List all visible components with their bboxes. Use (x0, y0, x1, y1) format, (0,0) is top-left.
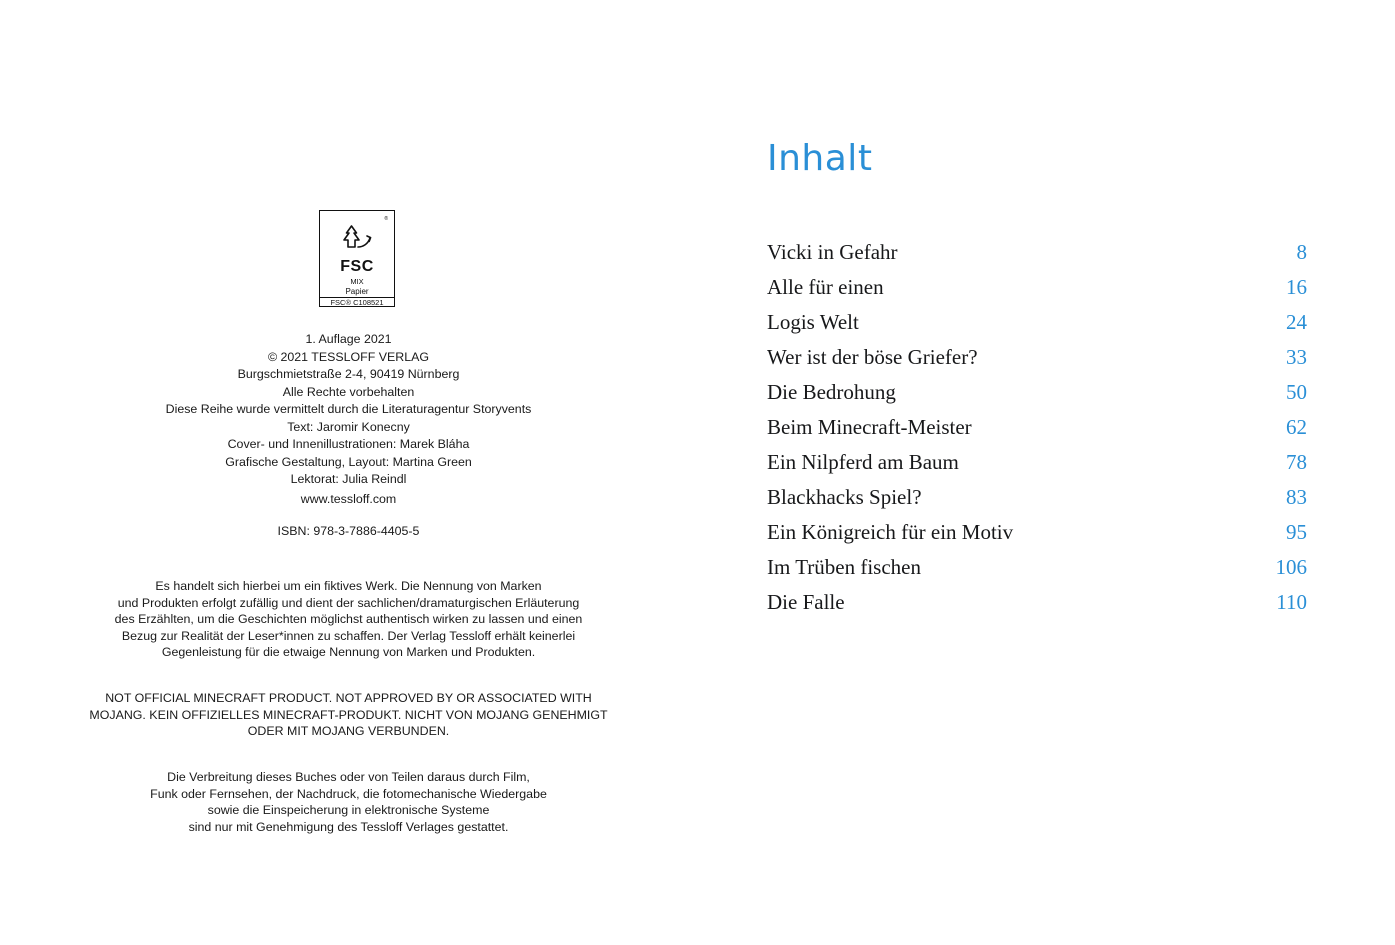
fsc-license-code: FSC® C108521 (330, 298, 384, 307)
imprint-line: 1. Auflage 2021 (305, 332, 392, 346)
fiction-disclaimer (0, 578, 697, 661)
imprint-line: Lektorat: Julia Reindl (290, 472, 407, 486)
disclaimer-line: Die Verbreitung dieses Buches oder von Teilen daraus durch Film, (167, 770, 530, 784)
table-of-contents (767, 240, 1307, 625)
toc-entry-title: Ein Nilpferd am Baum (767, 450, 959, 474)
toc-entry-page: 33 (1286, 345, 1307, 369)
imprint-line: © 2021 TESSLOFF VERLAG (267, 349, 430, 364)
toc-entry-page: 110 (1276, 590, 1307, 614)
toc-entry-page: 8 (1296, 240, 1307, 264)
toc-entry[interactable] (767, 415, 1307, 450)
toc-entry-page: 16 (1286, 275, 1307, 299)
disclaimer-line: des Erzählten, um die Geschichten möglichst authentisch wirken zu lassen und einen (114, 612, 583, 626)
imprint-line: Text: Jaromir Konecny (287, 419, 410, 434)
imprint-page (0, 0, 697, 945)
toc-entry[interactable] (767, 450, 1307, 485)
toc-entry-title: Die Falle (767, 590, 845, 614)
toc-entry-page: 95 (1286, 520, 1307, 544)
toc-entry[interactable] (767, 555, 1307, 590)
toc-entry-page: 78 (1286, 450, 1307, 474)
toc-entry-title: Die Bedrohung (767, 380, 896, 404)
disclaimer-line: sowie die Einspeicherung in elektronische Systeme (207, 803, 490, 817)
toc-entry-title: Ein Königreich für ein Motiv (767, 520, 1014, 544)
disclaimer-line: NOT OFFICIAL MINECRAFT PRODUCT. NOT APPROVED BY OR ASSOCIATED WITH (105, 691, 592, 705)
disclaimer-line: ODER MIT MOJANG VERBUNDEN. (247, 724, 450, 738)
imprint-line: Cover- und Innenillustrationen: Marek Bláha (227, 437, 470, 451)
toc-entry-title: Logis Welt (767, 310, 859, 334)
toc-entry[interactable] (767, 380, 1307, 415)
toc-entry-page: 62 (1286, 415, 1307, 439)
disclaimer-line: Gegenleistung für die etwaige Nennung von Marken und Produkten. (161, 645, 536, 659)
imprint-line: Grafische Gestaltung, Layout: Martina Green (225, 454, 472, 469)
toc-entry-title: Beim Minecraft-Meister (767, 415, 972, 439)
toc-entry-page: 24 (1286, 310, 1307, 334)
distribution-disclaimer (0, 769, 697, 835)
fsc-tree-icon (320, 215, 394, 259)
toc-entry-title: Blackhacks Spiel? (767, 485, 922, 509)
website-url: www.tessloff.com (300, 492, 397, 506)
disclaimer-line: Bezug zur Realität der Leser*innen zu schaffen. Der Verlag Tessloff erhält keinerlei (121, 628, 576, 643)
toc-entry-page: 106 (1275, 555, 1307, 579)
fsc-registered-mark: ® (384, 216, 388, 222)
fsc-paper-label: Papier (345, 287, 369, 296)
isbn-value: ISBN: 978-3-7886-4405-5 (277, 524, 420, 538)
page-title: Inhalt (767, 138, 873, 179)
disclaimer-line: Funk oder Fernsehen, der Nachdruck, die fotomechanische Wiedergabe (150, 786, 547, 801)
disclaimer-line: Es handelt sich hierbei um ein fiktives Werk. Die Nennung von Marken (155, 579, 542, 593)
toc-entry-page: 83 (1286, 485, 1307, 509)
fsc-certification-logo (319, 210, 395, 307)
fsc-wordmark: FSC (340, 258, 374, 275)
disclaimer-line: sind nur mit Genehmigung des Tessloff Verlages gestattet. (188, 819, 509, 834)
disclaimer-line: MOJANG. KEIN OFFIZIELLES MINECRAFT-PRODUKT. NICHT VON MOJANG GENEHMIGT (89, 707, 608, 722)
toc-entry[interactable] (767, 590, 1307, 625)
fsc-mix-label: MIX (350, 277, 364, 286)
isbn (0, 523, 697, 541)
toc-entry[interactable] (767, 310, 1307, 345)
toc-entry-title: Im Trüben fischen (767, 555, 921, 579)
toc-entry[interactable] (767, 275, 1307, 310)
toc-entry[interactable] (767, 345, 1307, 380)
imprint-line: Alle Rechte vorbehalten (282, 384, 415, 399)
toc-entry-title: Alle für einen (767, 275, 884, 299)
toc-entry-title: Vicki in Gefahr (767, 240, 898, 264)
toc-entry[interactable] (767, 485, 1307, 520)
imprint-line: Diese Reihe wurde vermittelt durch die Literaturagentur Storyvents (165, 402, 532, 416)
mojang-disclaimer (0, 690, 697, 740)
toc-entry-title: Wer ist der böse Griefer? (767, 345, 978, 369)
imprint-line: Burgschmietstraße 2-4, 90419 Nürnberg (237, 367, 460, 381)
disclaimer-line: und Produkten erfolgt zufällig und dient der sachlichen/dramaturgischen Erläuterung (117, 595, 580, 610)
toc-entry[interactable] (767, 520, 1307, 555)
toc-entry[interactable] (767, 240, 1307, 275)
contents-page (697, 0, 1395, 945)
toc-entry-page: 50 (1286, 380, 1307, 404)
publisher-info (0, 331, 697, 489)
publisher-website (0, 491, 697, 509)
